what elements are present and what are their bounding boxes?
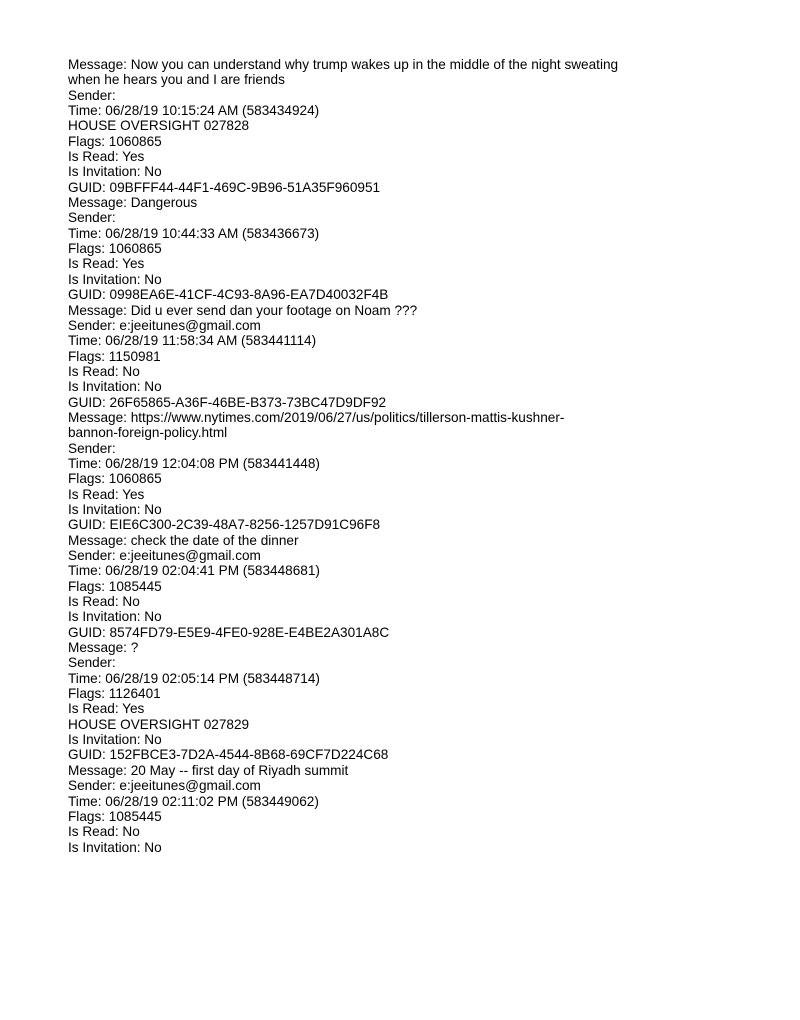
is-invitation-line: Is Invitation: No	[68, 732, 162, 748]
is-read-line: Is Read: Yes	[68, 149, 145, 165]
time-line: Time: 06/28/19 02:05:14 PM (583448714)	[68, 670, 320, 686]
bates-stamp: HOUSE OVERSIGHT 027828	[68, 118, 250, 134]
bates-stamp: HOUSE OVERSIGHT 027829	[68, 716, 250, 732]
guid-line: GUID: 26F65865-A36F-46BE-B373-73BC47D9DF92	[68, 394, 387, 410]
is-invitation-line: Is Invitation: No	[68, 164, 162, 180]
flags-line: Flags: 1085445	[68, 808, 162, 824]
is-read-line: Is Read: Yes	[68, 256, 145, 272]
message-line: Message: Now you can understand why trump wakes up in the middle of the night sweating	[68, 57, 619, 72]
is-read-line: Is Read: No	[68, 594, 140, 610]
message-line: Message: Dangerous	[68, 195, 198, 211]
message-line: Message: Did u ever send dan your footage on Noam ???	[68, 302, 418, 318]
message-line: Message: check the date of the dinner	[68, 532, 299, 548]
flags-line: Flags: 1060865	[68, 241, 162, 257]
sender-line: Sender:	[68, 87, 116, 103]
time-line: Time: 06/28/19 10:44:33 AM (583436673)	[68, 225, 320, 241]
time-line: Time: 06/28/19 02:04:41 PM (583448681)	[68, 563, 320, 579]
sender-line: Sender: e:jeeitunes@gmail.com	[68, 317, 261, 333]
time-line: Time: 06/28/19 02:11:02 PM (583449062)	[68, 793, 319, 809]
time-line: Time: 06/28/19 10:15:24 AM (583434924)	[68, 103, 320, 119]
time-line: Time: 06/28/19 12:04:08 PM (583441448)	[68, 455, 320, 471]
is-invitation-line: Is Invitation: No	[68, 379, 162, 395]
is-read-line: Is Read: No	[68, 363, 140, 379]
flags-line: Flags: 1150981	[68, 348, 161, 364]
is-invitation-line: Is Invitation: No	[68, 609, 162, 625]
is-invitation-line: Is Invitation: No	[68, 501, 162, 517]
is-invitation-line: Is Invitation: No	[68, 839, 162, 855]
time-line: Time: 06/28/19 11:58:34 AM (583441114)	[68, 333, 317, 349]
sender-line: Sender: e:jeeitunes@gmail.com	[68, 778, 261, 794]
message-line: Message: ?	[68, 640, 139, 656]
guid-line: GUID: 8574FD79-E5E9-4FE0-928E-E4BE2A301A8C	[68, 624, 390, 640]
guid-line: GUID: 0998EA6E-41CF-4C93-8A96-EA7D40032F4B	[68, 287, 389, 303]
flags-line: Flags: 1126401	[68, 686, 161, 702]
guid-line: GUID: EIE6C300-2C39-48A7-8256-1257D91C96F8	[68, 517, 381, 533]
message-line: Message: 20 May -- first day of Riyadh summit	[68, 762, 349, 778]
flags-line: Flags: 1060865	[68, 471, 162, 487]
is-read-line: Is Read: Yes	[68, 486, 145, 502]
message-line: Message: https://www.nytimes.com/2019/06/27/us/politics/tillerson-mattis-kushner-	[68, 409, 565, 425]
is-read-line: Is Read: No	[68, 824, 140, 840]
sender-line: Sender:	[68, 440, 116, 456]
flags-line: Flags: 1060865	[68, 133, 162, 149]
sender-line: Sender: e:jeeitunes@gmail.com	[68, 548, 261, 563]
sender-line: Sender:	[68, 655, 116, 671]
is-read-line: Is Read: Yes	[68, 701, 145, 717]
message-line: bannon-foreign-policy.html	[68, 425, 228, 441]
document-page	[68, 57, 748, 855]
flags-line: Flags: 1085445	[68, 578, 162, 594]
is-invitation-line: Is Invitation: No	[68, 271, 162, 287]
guid-line: GUID: 09BFFF44-44F1-469C-9B96-51A35F960951	[68, 179, 381, 195]
sender-line: Sender:	[68, 210, 116, 226]
guid-line: GUID: 152FBCE3-7D2A-4544-8B68-69CF7D224C68	[68, 747, 389, 763]
message-line: when he hears you and I are friends	[68, 72, 285, 88]
